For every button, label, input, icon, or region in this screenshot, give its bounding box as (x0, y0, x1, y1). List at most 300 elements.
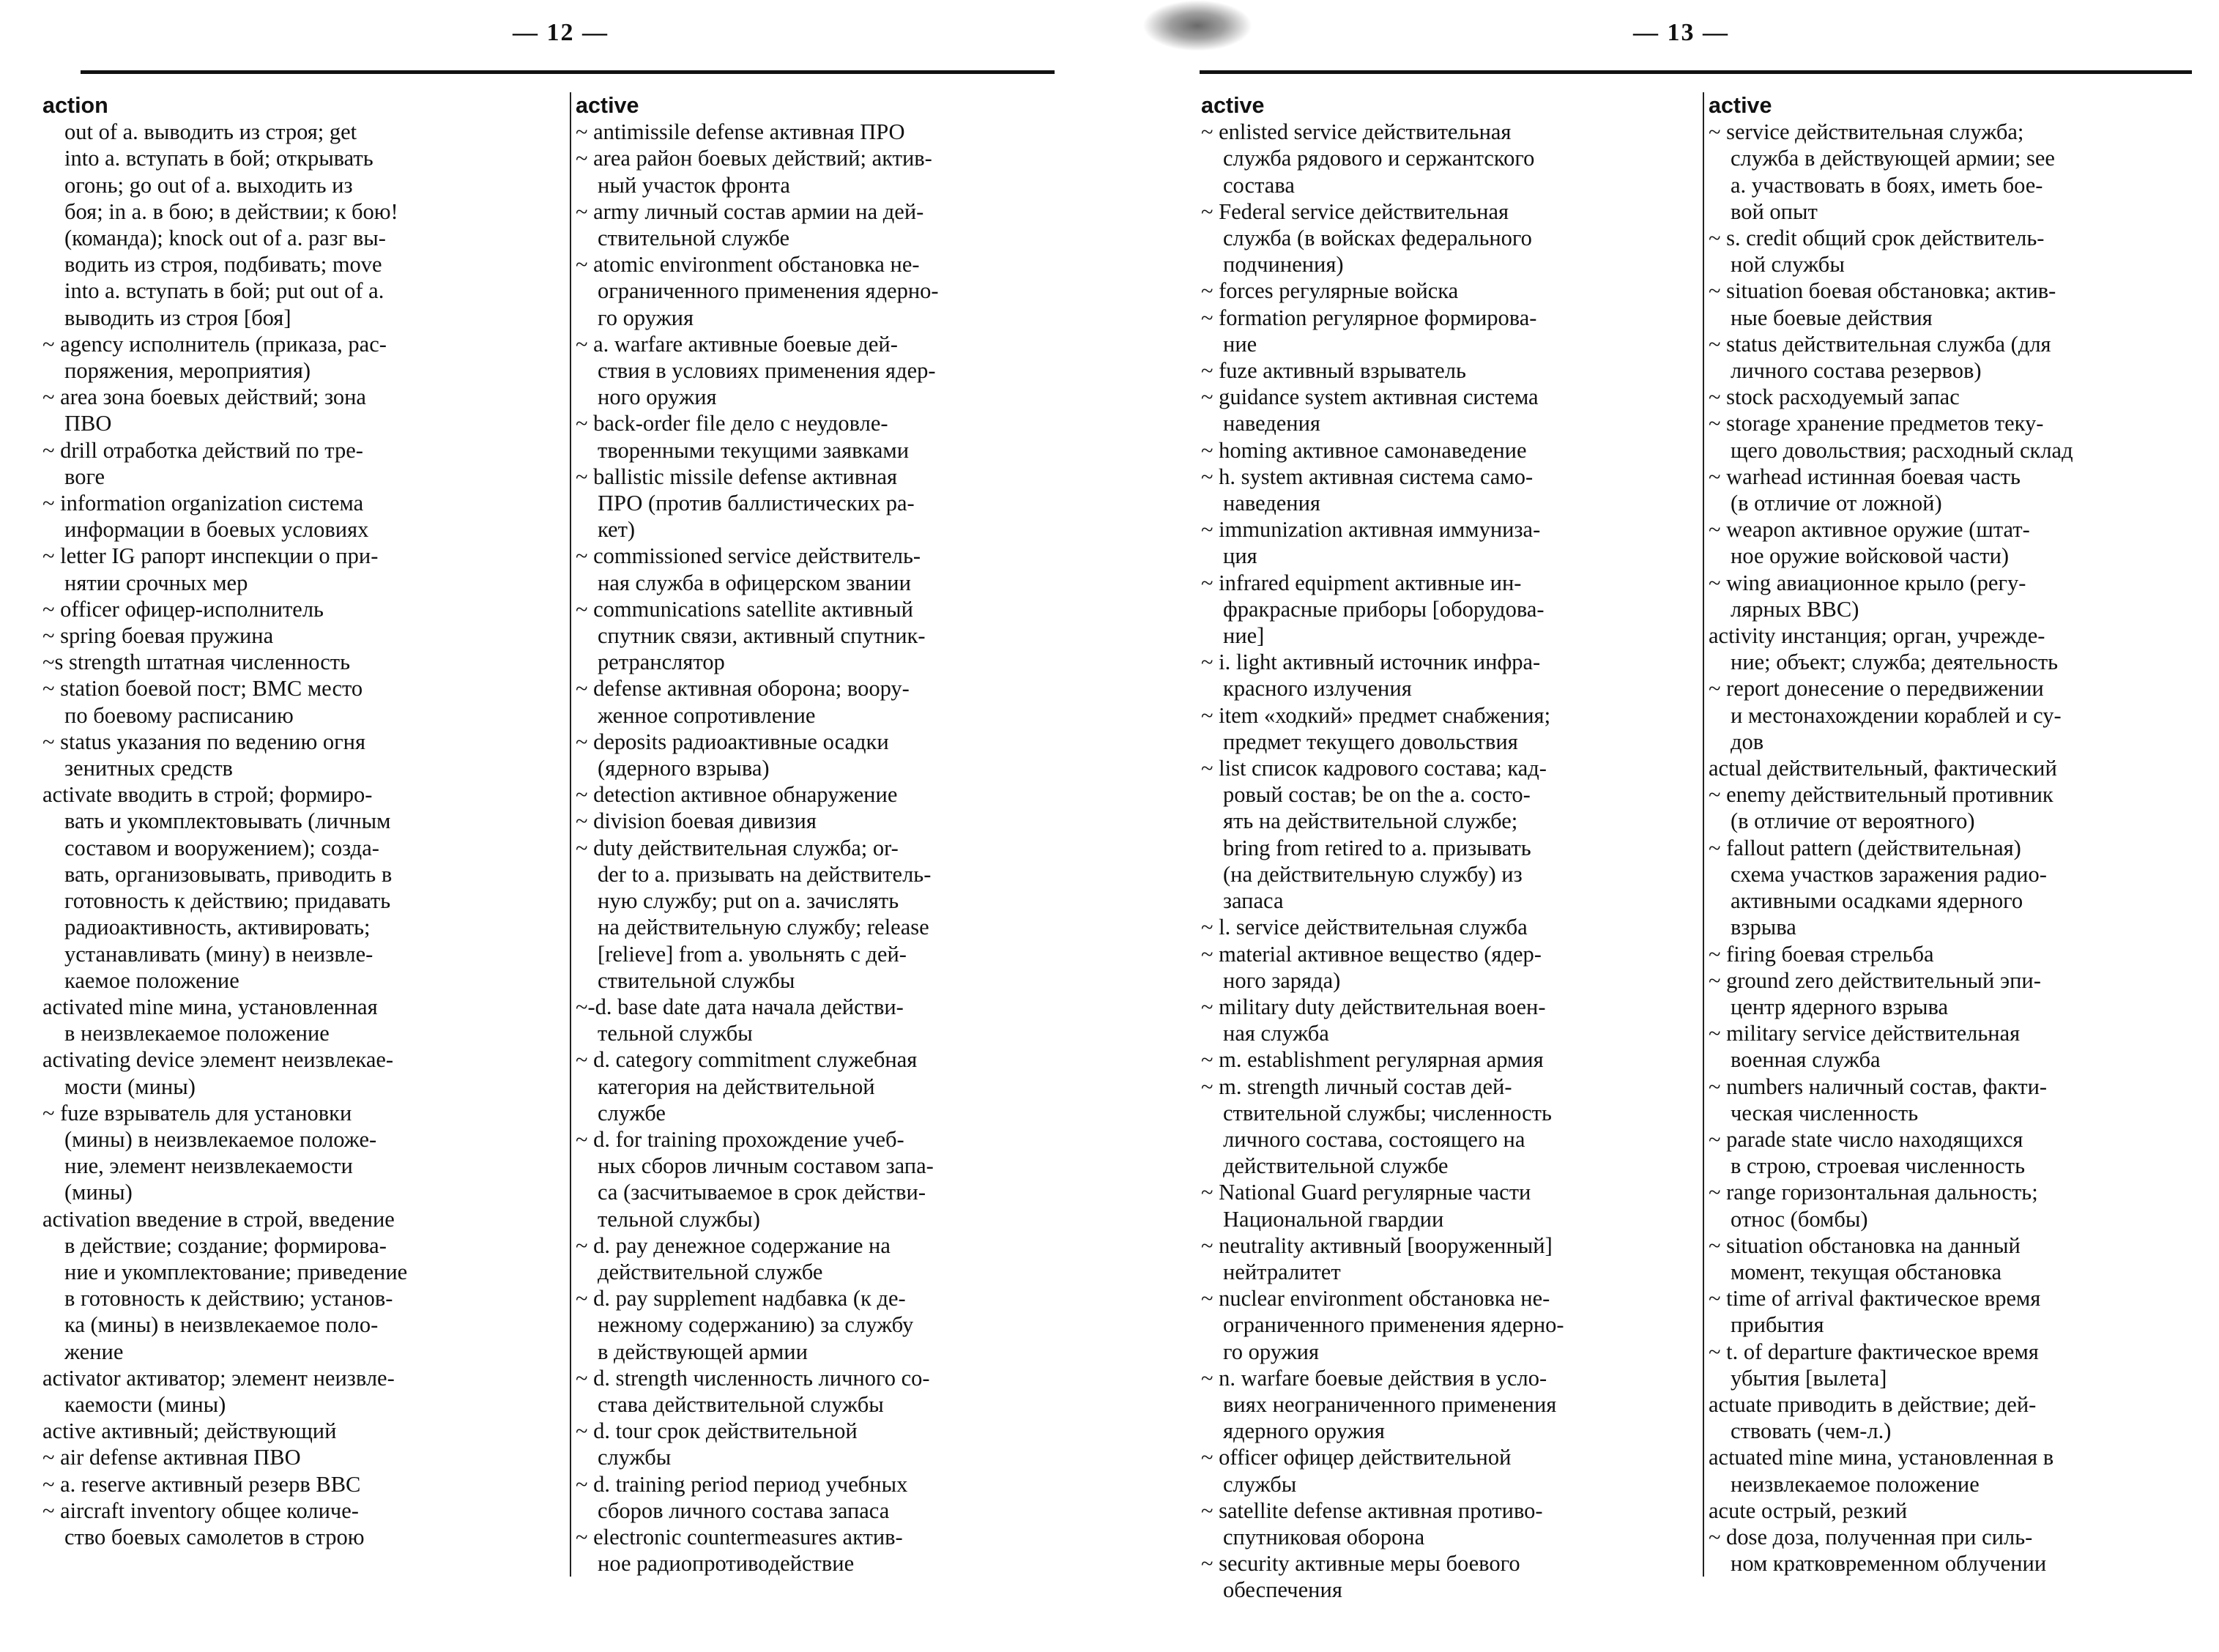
entry-line: ~ fuze взрыватель для установки (42, 1100, 352, 1125)
entry-line: ять на действительной службе; (1223, 808, 1518, 834)
entry-line: activate вводить в строй; формиро- (42, 782, 373, 808)
headword: active (1709, 93, 1772, 118)
entry-line: ~ communications satellite активный (576, 596, 913, 622)
entry-line: действительной службе (1223, 1153, 1449, 1179)
entry-line: acute острый, резкий (1709, 1497, 1908, 1523)
entry-line: ное радиопротиводействие (598, 1551, 855, 1577)
entry-line: вать, организовывать, приводить в (64, 861, 393, 887)
entry-line: и местонахождении кораблей и су- (1731, 702, 2062, 728)
entry-line: ~ infrared equipment активные ин- (1201, 570, 1522, 595)
sub-entry (1201, 1232, 1684, 1285)
entry-line: ~ fallout pattern (действительная) (1709, 835, 2021, 860)
headword-entry (1709, 1391, 2199, 1444)
entry-line: тельной службы (598, 1021, 753, 1046)
sub-entry (1201, 278, 1684, 304)
entry-line: ~ officer офицер действительной (1201, 1445, 1512, 1470)
entry-line: ние (1223, 331, 1257, 357)
entry-line: в неизвлекаемое положение (64, 1021, 330, 1046)
headword-entry (42, 1046, 548, 1099)
entry-line: ~ n. warfare боевые действия в усло- (1201, 1365, 1547, 1391)
entry-line: служба в действующей армии; see (1731, 146, 2055, 171)
sub-entry (1709, 1339, 2199, 1391)
sub-entry (576, 808, 1071, 834)
entry-line: кет) (598, 517, 636, 543)
entry-line: ~ material активное вещество (ядер- (1201, 941, 1542, 967)
entry-line: ~ a. warfare активные боевые дей- (576, 331, 898, 357)
entry-line: into a. вступать в бой; put out of a. (64, 278, 384, 304)
entry-line: ~ atomic environment обстановка не- (576, 252, 920, 278)
entry-line: лярных ВВС) (1731, 596, 1859, 622)
entry-line: ствительной службы; численность (1223, 1100, 1552, 1125)
entry-line: тельной службы) (598, 1206, 760, 1232)
entry-line: става действительной службы (598, 1391, 884, 1417)
entry-line: действительной службе (598, 1259, 823, 1284)
entry-line: ~ station боевой пост; ВМС место (42, 676, 363, 702)
entry-line: ном кратковременном облучении (1731, 1551, 2047, 1577)
entry-line: в действие; создание; формирова- (64, 1232, 387, 1258)
entry-line: убытия [вылета] (1731, 1365, 1887, 1391)
entry-line: женное сопротивление (598, 702, 816, 728)
sub-entry (42, 649, 548, 675)
entry-line: ~ back-order file дело с неудовле- (576, 411, 888, 436)
entry-line: ~ d. for training прохождение учеб- (576, 1126, 904, 1152)
entry-line: ~ immunization активная иммуниза- (1201, 517, 1541, 543)
entry-line: жение (64, 1339, 124, 1364)
sub-entry (576, 994, 1071, 1046)
entry-line: дов (1731, 729, 1764, 754)
entry-line: ~ ground zero действительный эпи- (1709, 967, 2041, 993)
entry-line: ~ situation обстановка на данный (1709, 1232, 2021, 1258)
entry-line: ~ status действительная служба (для (1709, 331, 2051, 357)
sub-entry (1709, 1285, 2199, 1338)
entry-line: са (засчитываемое в срок действи- (598, 1180, 926, 1205)
entry-line: категория на действительной (598, 1074, 875, 1099)
entry-line: ~ enemy действительный противник (1709, 782, 2053, 808)
sub-entry (1201, 755, 1684, 914)
sub-entry (576, 1471, 1071, 1524)
entry-line: (команда); knock out of a. разг вы- (64, 226, 386, 251)
entry-line: ~ detection активное обнаружение (576, 782, 898, 808)
entry-line: подчинения) (1223, 252, 1344, 278)
sub-entry (1201, 437, 1684, 464)
page-number: — 12 — (513, 19, 609, 46)
entry-line: в действующей армии (598, 1339, 808, 1364)
entry-line: ~ military service действительная (1709, 1021, 2021, 1046)
entry-line: ~ d. pay денежное содержание на (576, 1232, 891, 1258)
sub-entry (1201, 1444, 1684, 1497)
sub-entry (1201, 1285, 1684, 1365)
entry-line: составом и вооружением); созда- (64, 835, 379, 860)
entry-line: ство боевых самолетов в строю (64, 1524, 365, 1549)
entry-line: ~ h. system активная система само- (1201, 464, 1534, 489)
sub-entry (1201, 1365, 1684, 1445)
entry-line: ~ list список кадрового состава; кад- (1201, 756, 1547, 781)
entry-line: activation введение в строй, введение (42, 1206, 395, 1232)
entry-line: active активный; действующий (42, 1418, 337, 1444)
entry-line: ный участок фронта (598, 172, 790, 198)
entry-line: наведения (1223, 411, 1320, 436)
entry-line: ограниченного применения ядерно- (1223, 1312, 1564, 1338)
entry-line: неизвлекаемое положение (1731, 1471, 1980, 1497)
sub-entry (1201, 198, 1684, 278)
entry-line: военная служба (1731, 1047, 1881, 1073)
entry-line: ~ time of arrival фактическое время (1709, 1286, 2041, 1311)
sub-entry (1201, 649, 1684, 702)
entry-line: ние; объект; служба; деятельность (1731, 650, 2059, 675)
sub-entry (1709, 225, 2199, 278)
sub-entry (1201, 570, 1684, 650)
headword-entry (42, 1365, 548, 1418)
headword: action (42, 93, 108, 118)
entry-line: ческая численность (1731, 1100, 1919, 1125)
sub-entry (576, 781, 1071, 808)
entry-line: ~ d. pay supplement надбавка (к де- (576, 1286, 906, 1311)
headword-entry (1709, 1497, 2199, 1524)
sub-entry (576, 119, 1071, 145)
entry-line: каемое положение (64, 967, 239, 993)
sub-entry (576, 1365, 1071, 1418)
sub-entry (1201, 702, 1684, 755)
entry-line: ~ deposits радиоактивные осадки (576, 729, 889, 754)
entry-line: [relieve] from a. увольнять с дей- (598, 941, 907, 967)
entry-line: схема участков заражения радио- (1731, 861, 2047, 887)
headword-entry (42, 1418, 548, 1444)
entry-line: служба рядового и сержантского (1223, 146, 1535, 171)
entry-line: на действительную службу; release (598, 915, 929, 940)
entry-line: ~ agency исполнитель (приказа, рас- (42, 331, 387, 357)
entry-line: ~ duty действительная служба; or- (576, 835, 899, 860)
sub-entry (1201, 384, 1684, 436)
entry-line: ~ d. tour срок действительной (576, 1418, 858, 1444)
sub-entry (576, 1418, 1071, 1470)
sub-entry (1201, 516, 1684, 569)
entry-line: сборов личного состава запаса (598, 1497, 890, 1523)
entry-line: красного излучения (1223, 676, 1412, 702)
entry-line: ~ homing активное самонаведение (1201, 437, 1527, 463)
sub-entry (576, 198, 1071, 251)
scan-smudge (1142, 0, 1252, 51)
dictionary-column (570, 92, 1071, 1577)
entry-line: го оружия (1223, 1339, 1319, 1364)
sub-entry (576, 596, 1071, 676)
sub-entry (1709, 1232, 2199, 1285)
entry-line: ~ National Guard регулярные части (1201, 1180, 1531, 1205)
entry-line: ~ weapon активное оружие (штат- (1709, 517, 2030, 543)
entry-line: ровый состав; be on the a. состо- (1223, 782, 1531, 808)
sub-entry (576, 1126, 1071, 1232)
entry-line: ного оружия (598, 384, 717, 410)
sub-entry (1709, 1524, 2199, 1577)
entry-line: нейтралитет (1223, 1259, 1341, 1284)
entry-line: ~ l. service действительная служба (1201, 915, 1528, 940)
entry-line: спутниковая оборона (1223, 1524, 1425, 1549)
entry-line: ние и укомплектование; приведение (64, 1259, 408, 1284)
sub-entry (576, 145, 1071, 198)
headword: active (1201, 93, 1265, 118)
entry-line: активными осадками ядерного (1731, 888, 2023, 914)
entry-line: службы (1223, 1471, 1297, 1497)
sub-entry (1709, 464, 2199, 516)
entry-line: выводить из строя [боя] (64, 305, 291, 330)
sub-entry (42, 596, 548, 622)
entry-line: ~ i. light активный источник инфра- (1201, 650, 1541, 675)
entry-line: bring from retired to a. призывать (1223, 835, 1531, 860)
sub-entry (42, 622, 548, 649)
entry-line: Национальной гвардии (1223, 1206, 1444, 1232)
entry-line: наведения (1223, 491, 1320, 516)
entry-line: ~ ballistic missile defense активная (576, 464, 898, 489)
entry-line: ~ area зона боевых действий; зона (42, 384, 366, 410)
headword-entry (576, 92, 1071, 119)
sub-entry (1709, 1126, 2199, 1179)
entry-line: ~ air defense активная ПВО (42, 1445, 301, 1470)
page-number: — 13 — (1633, 19, 1729, 46)
sub-entry (576, 1524, 1071, 1577)
entry-line: предмет текущего довольствия (1223, 729, 1518, 754)
headword-entry (1709, 755, 2199, 781)
entry-line: личного состава, состоящего на (1223, 1126, 1525, 1152)
headword-entry (1709, 92, 2199, 119)
entry-line: ограниченного применения ядерно- (598, 278, 939, 304)
sub-entry (1201, 1550, 1684, 1603)
entry-line: ретранслятор (598, 650, 725, 675)
sub-entry (576, 464, 1071, 543)
entry-line: вать и укомплектовывать (личным (64, 808, 391, 834)
entry-line: ~ division боевая дивизия (576, 808, 817, 834)
sub-entry (576, 1046, 1071, 1126)
entry-line: ~ aircraft inventory общее количе- (42, 1497, 359, 1523)
entry-line: ~ forces регулярные войска (1201, 278, 1459, 304)
headword-entry (42, 781, 548, 994)
entry-line: ~ report донесение о передвижении (1709, 676, 2044, 702)
entry-line: ~ m. strength личный состав дей- (1201, 1074, 1512, 1099)
headword-entry (1709, 622, 2199, 675)
entry-line: ствия в условиях применения ядер- (598, 358, 936, 384)
sub-entry (1201, 1074, 1684, 1180)
right-page (1110, 0, 2219, 1652)
entry-line: ное оружие войсковой части) (1731, 543, 2010, 569)
entry-line: actual действительный, фактический (1709, 756, 2057, 781)
headword-entry (42, 92, 548, 119)
entry-line: ~ warhead истинная боевая часть (1709, 464, 2021, 489)
entry-line: ~ m. establishment регулярная армия (1201, 1047, 1544, 1073)
header-rule (81, 70, 1055, 74)
entry-line: der to a. призывать на действитель- (598, 861, 932, 887)
entry-line: ~ a. reserve активный резерв ВВС (42, 1471, 361, 1497)
headword-entry (1709, 1444, 2199, 1497)
entry-line: ~ letter IG рапорт инспекции о при- (42, 543, 379, 569)
sub-entry (1709, 967, 2199, 1020)
headword-entry (1201, 92, 1684, 119)
entry-line: взрыва (1731, 915, 1796, 940)
entry-line: ние] (1223, 623, 1265, 649)
entry-line: ная служба в офицерском звании (598, 570, 911, 595)
entry-line: ~ range горизонтальная дальность; (1709, 1180, 2038, 1205)
sub-entry (1201, 941, 1684, 994)
sub-entry (1709, 119, 2199, 225)
entry-line: творенными текущими заявками (598, 437, 910, 463)
sub-entry (1201, 1179, 1684, 1232)
entry-line: ~ dose доза, полученная при силь- (1709, 1524, 2033, 1549)
entry-line: ~ t. of departure фактическое время (1709, 1339, 2039, 1364)
entry-line: устанавливать (мину) в неизвле- (64, 941, 373, 967)
sub-entry (1709, 384, 2199, 410)
sub-entry (1201, 305, 1684, 357)
entry-line: центр ядерного взрыва (1731, 994, 1949, 1019)
entry-line: поряжения, мероприятия) (64, 358, 311, 384)
sub-entry (1709, 516, 2199, 569)
entry-line: ~ item «ходкий» предмет снабжения; (1201, 702, 1551, 728)
entry-line: into a. вступать в бой; открывать (64, 146, 373, 171)
entry-line: ~ situation боевая обстановка; актив- (1709, 278, 2056, 304)
sub-entry (1709, 570, 2199, 622)
entry-line: ние, элемент неизвлекаемости (64, 1153, 353, 1179)
entry-line: ~ firing боевая стрельба (1709, 941, 1934, 967)
dictionary-column (1201, 92, 1684, 1604)
entry-line: го оружия (598, 305, 694, 330)
entry-line: activating device элемент неизвлекае- (42, 1047, 394, 1073)
sub-entry (1201, 464, 1684, 516)
entry-line: ~ d. training period период учебных (576, 1471, 908, 1497)
entry-line: (в отличие от вероятного) (1731, 808, 1975, 834)
entry-line: ка (мины) в неизвлекаемое поло- (64, 1312, 379, 1338)
entry-line: ~ enlisted service действительная (1201, 119, 1512, 145)
entry-line: (на действительную службу) из (1223, 861, 1523, 887)
sub-entry (576, 543, 1071, 595)
entry-line: радиоактивность, активировать; (64, 915, 371, 940)
sub-entry (1709, 410, 2199, 463)
sub-entry (576, 675, 1071, 728)
entry-line: прибытия (1731, 1312, 1824, 1338)
entry-line: ная служба (1223, 1021, 1329, 1046)
entry-line: запаса (1223, 888, 1284, 914)
entry-line: ~s strength штатная численность (42, 650, 351, 675)
entry-line: водить из строя, подбивать; move (64, 252, 382, 278)
entry-line: ~ area район боевых действий; актив- (576, 146, 932, 171)
entry-line: в строю, строевая численность (1731, 1153, 2026, 1179)
entry-line: ~-d. base date дата начала действи- (576, 994, 904, 1019)
entry-line: в готовность к действию; установ- (64, 1286, 393, 1311)
entry-line: ~ commissioned service действитель- (576, 543, 921, 569)
entry-line: личного состава резервов) (1731, 358, 1982, 384)
entry-line: ~ Federal service действительная (1201, 198, 1509, 224)
entry-line: activated mine мина, установленная (42, 994, 378, 1019)
entry-line: каемости (мины) (64, 1391, 226, 1417)
entry-line: ~ d. category commitment служебная (576, 1047, 918, 1073)
sub-entry (576, 835, 1071, 994)
headword-entry (42, 994, 548, 1046)
entry-line: состава (1223, 172, 1295, 198)
sub-entry (1709, 941, 2199, 967)
entry-line: ~ nuclear environment обстановка не- (1201, 1286, 1550, 1311)
entry-line: ~ parade state число находящихся (1709, 1126, 2023, 1152)
sub-entry (42, 331, 548, 384)
entry-line: ~ s. credit общий срок действитель- (1709, 226, 2045, 251)
headword: active (576, 93, 639, 118)
sub-entry (42, 490, 548, 543)
entry-line: служба (в войсках федерального (1223, 226, 1532, 251)
entry-line: ных сборов личным составом запа- (598, 1153, 934, 1179)
entry-line: ~ drill отработка действий по тре- (42, 437, 363, 463)
sub-entry (576, 729, 1071, 781)
sub-entry (1201, 1046, 1684, 1073)
entry-line: ной службы (1731, 252, 1845, 278)
sub-entry (1709, 1179, 2199, 1232)
sub-entry (576, 1232, 1071, 1285)
entry-line: ~ officer офицер-исполнитель (42, 596, 324, 622)
entry-line: готовность к действию; придавать (64, 888, 391, 914)
entry-line: ную службу; put on a. зачислять (598, 888, 899, 914)
entry-line: ~ stock расходуемый запас (1709, 384, 1960, 410)
entry-line: ные боевые действия (1731, 305, 1933, 330)
entry-line: ~ antimissile defense активная ПРО (576, 119, 905, 145)
entry-line: out of a. выводить из строя; get (64, 119, 357, 145)
entry-line: (в отличие от ложной) (1731, 491, 1942, 516)
entry-line: ~ storage хранение предметов теку- (1709, 411, 2044, 436)
sub-entry (42, 1497, 548, 1550)
entry-line: activity инстанция; орган, учрежде- (1709, 623, 2045, 649)
sub-entry (1201, 357, 1684, 384)
entry-line: ~ wing авиационное крыло (регу- (1709, 570, 2026, 595)
entry-line: ствительной службы (598, 967, 795, 993)
entry-line: момент, текущая обстановка (1731, 1259, 2002, 1284)
header-rule (1200, 70, 2192, 74)
sub-entry (1709, 1074, 2199, 1126)
sub-entry (42, 543, 548, 595)
dictionary-column (1703, 92, 2199, 1577)
entry-line: actuated mine мина, установленная в (1709, 1445, 2054, 1470)
sub-entry (576, 331, 1071, 411)
entry-line: ~ numbers наличный состав, факти- (1709, 1074, 2048, 1099)
entry-line: вой опыт (1731, 198, 1818, 224)
sub-entry (1709, 278, 2199, 330)
entry-line: ~ fuze активный взрыватель (1201, 358, 1466, 384)
entry-line: ~ security активные меры боевого (1201, 1551, 1520, 1577)
entry-line: ~ army личный состав армии на дей- (576, 198, 924, 224)
sub-entry (42, 384, 548, 436)
entry-line: ~ service действительная служба; (1709, 119, 2024, 145)
entry-line: нятии срочных мер (64, 570, 248, 595)
entry-line: виях неограниченного применения (1223, 1391, 1557, 1417)
sub-entry (576, 251, 1071, 331)
entry-line: мости (мины) (64, 1074, 196, 1099)
sub-entry (1709, 1020, 2199, 1073)
entry-line: ~ d. strength численность личного со- (576, 1365, 930, 1391)
sub-entry (1709, 675, 2199, 755)
sub-entry (576, 410, 1071, 463)
entry-line: ~ spring боевая пружина (42, 623, 274, 649)
entry-line: огонь; go out of a. выходить из (64, 172, 353, 198)
entry-line: a. участвовать в боях, иметь бое- (1731, 172, 2043, 198)
entry-line: щего довольствия; расходный склад (1731, 437, 2073, 463)
entry-line: зенитных средств (64, 756, 233, 781)
sub-entry (42, 1444, 548, 1470)
entry-line: ~ information organization система (42, 491, 364, 516)
sub-entry (42, 437, 548, 490)
sub-entry (576, 1285, 1071, 1365)
entry-line: фракрасные приборы [оборудова- (1223, 596, 1545, 622)
sub-entry (1201, 914, 1684, 940)
entry-line: службе (598, 1100, 666, 1125)
dictionary-column (42, 92, 548, 1550)
entry-line: ного заряда) (1223, 967, 1341, 993)
entry-line: ция (1223, 543, 1257, 569)
sub-entry (42, 1100, 548, 1206)
entry-line: ~ neutrality активный [вооруженный] (1201, 1232, 1553, 1258)
sub-entry (42, 1471, 548, 1497)
entry-line: ~ formation регулярное формирова- (1201, 305, 1537, 330)
entry-line: ~ satellite defense активная противо- (1201, 1497, 1543, 1523)
